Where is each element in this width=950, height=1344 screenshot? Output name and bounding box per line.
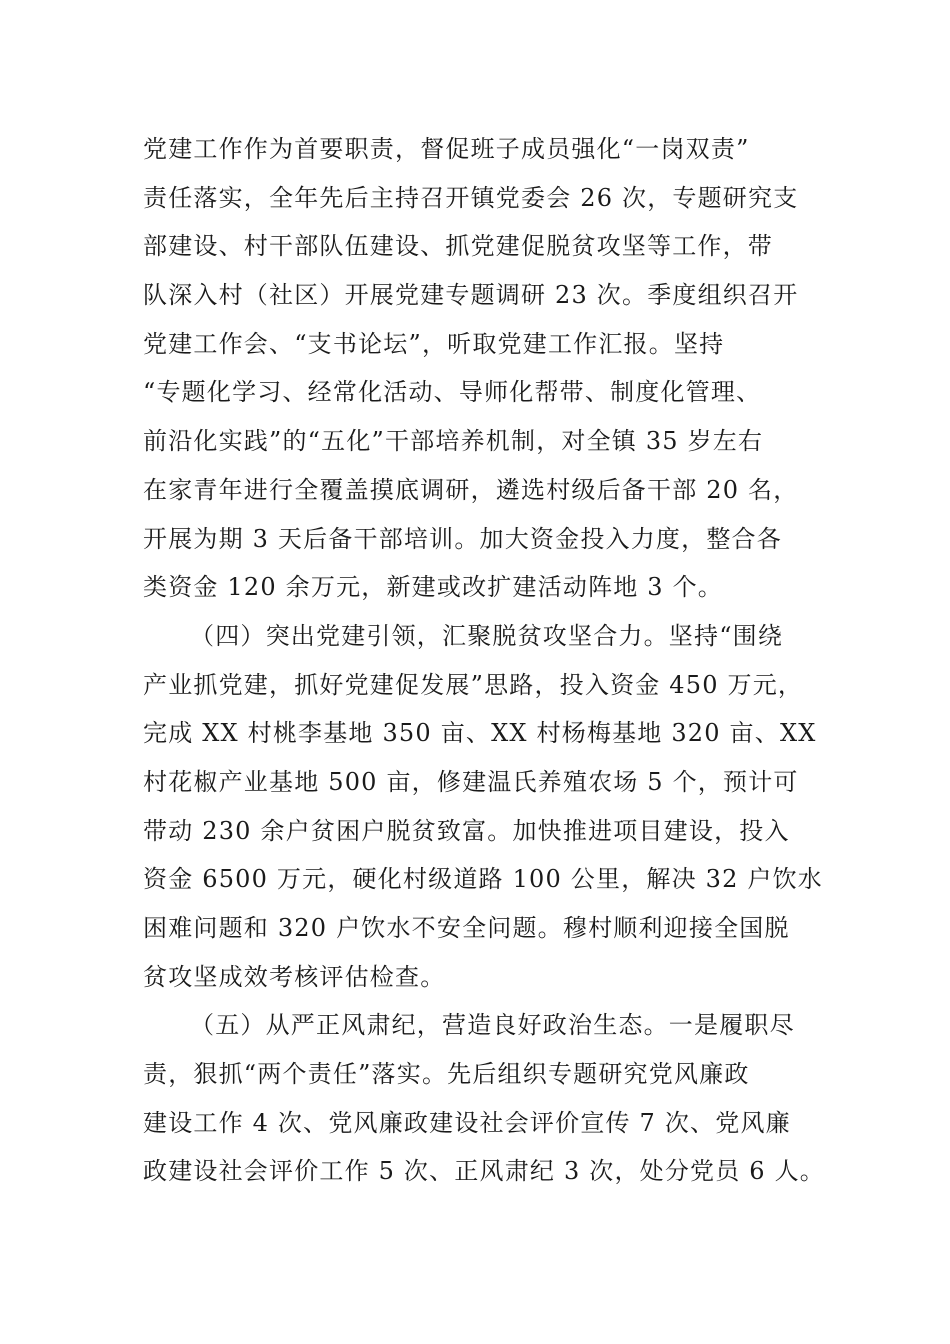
text-line: 责，狠抓“两个责任”落实。先后组织专题研究党风廉政 (143, 1060, 750, 1089)
text-line: 政建设社会评价工作 5 次、正风肃纪 3 次，处分党员 6 人。 (143, 1157, 825, 1186)
text-line: 前沿化实践”的“五化”干部培养机制，对全镇 35 岁左右 (143, 427, 764, 456)
text-line: 贫攻坚成效考核评估检查。 (143, 962, 446, 991)
text-line: 开展为期 3 天后备干部培训。加大资金投入力度，整合各 (143, 524, 782, 553)
text-line: 在家青年进行全覆盖摸底调研，遴选村级后备干部 20 名， (143, 475, 799, 504)
text-line: “专题化学习、经常化活动、导师化帮带、制度化管理、 (143, 378, 762, 407)
body-text (143, 125, 833, 1196)
section-heading-line: （四）突出党建引领，汇聚脱贫攻坚合力。坚持“围绕 (190, 621, 784, 650)
text-line: 产业抓党建，抓好党建促发展”思路，投入资金 450 万元， (143, 670, 804, 699)
text-line: 党建工作作为首要职责，督促班子成员强化“一岗双责” (143, 135, 750, 163)
text-line: 村花椒产业基地 500 亩，修建温氏养殖农场 5 个，预计可 (143, 767, 799, 796)
text-line: 责任落实，全年先后主持召开镇党委会 26 次，专题研究支 (143, 183, 799, 212)
text-line: 党建工作会、“支书论坛”，听取党建工作汇报。坚持 (143, 329, 725, 358)
text-line: 完成 XX 村桃李基地 350 亩、XX 村杨梅基地 320 亩、XX (143, 719, 817, 748)
text-line: 建设工作 4 次、党风廉政建设社会评价宣传 7 次、党风廉 (143, 1108, 791, 1137)
text-line: 类资金 120 余万元，新建或改扩建活动阵地 3 个。 (143, 573, 723, 602)
section-heading-line: （五）从严正风肃纪，营造良好政治生态。一是履职尽 (190, 1011, 795, 1040)
text-line: 队深入村（社区）开展党建专题调研 23 次。季度组织召开 (143, 281, 799, 310)
text-line: 部建设、村干部队伍建设、抓党建促脱贫攻坚等工作，带 (143, 232, 773, 261)
text-line: 带动 230 余户贫困户脱贫致富。加快推进项目建设，投入 (143, 816, 790, 845)
text-line: 困难问题和 320 户饮水不安全问题。穆村顺利迎接全国脱 (143, 914, 790, 942)
text-line: 资金 6500 万元，硬化村级道路 100 公里，解决 32 户饮水 (143, 865, 823, 894)
